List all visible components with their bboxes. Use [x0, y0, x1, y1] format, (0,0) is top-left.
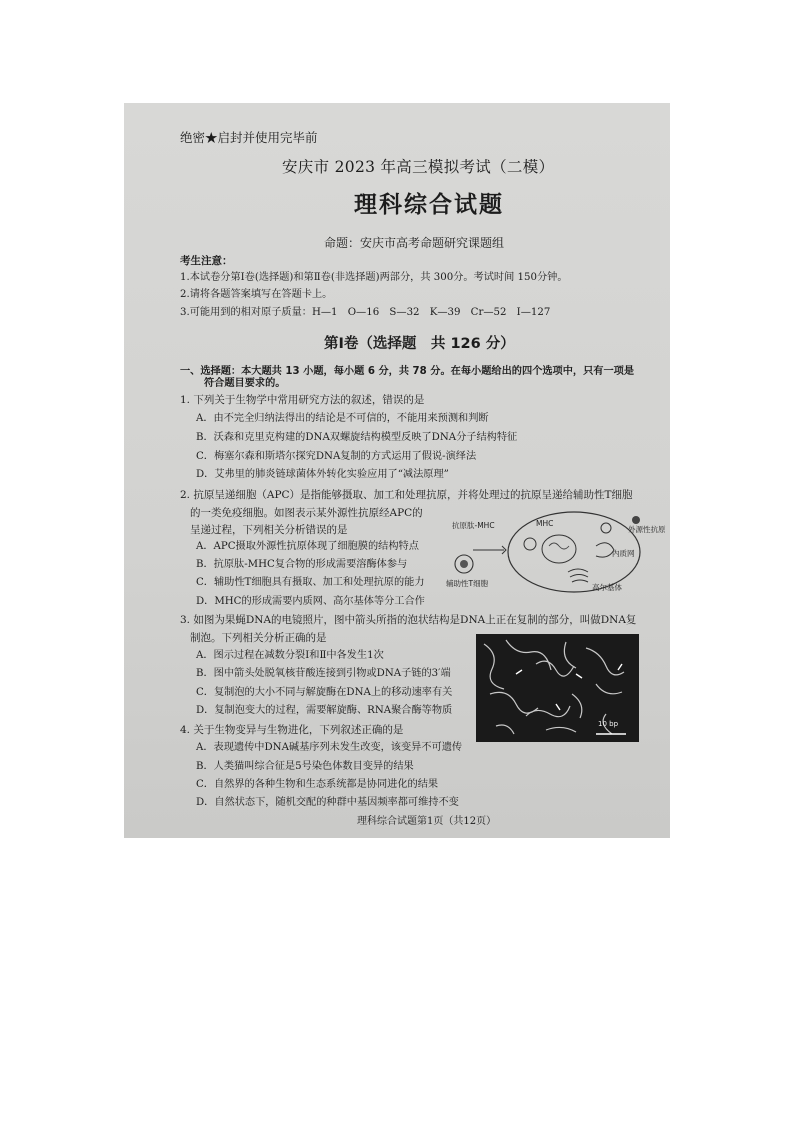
- option: A．由不完全归纳法得出的结论是不可信的，不能用来预测和判断: [196, 413, 489, 424]
- th-cell-nucleus: [460, 560, 468, 568]
- notice-item: 1.本试卷分第Ⅰ卷(选择题)和第Ⅱ卷(非选择题)两部分，共 300分。考试时间 150分钟。: [180, 272, 568, 283]
- section-heading: 一、选择题：本大题共 13 小题，每小题 6 分，共 78 分。在每小题给出的四个选项中，只有一项是: [180, 366, 635, 377]
- exam-title: 安庆市 2023 年高三模拟考试（二模）: [282, 158, 555, 176]
- vesicle: [524, 538, 536, 550]
- option: D．复制泡变大的过程，需要解旋酶、RNA聚合酶等物质: [196, 705, 453, 716]
- question-stem: 1. 下列关于生物学中常用研究方法的叙述，错误的是: [180, 394, 425, 406]
- option: D．自然状态下，随机交配的种群中基因频率都可维持不变: [196, 797, 459, 808]
- notice-item: 3.可能用到的相对原子质量：H—1 O—16 S—32 K—39 Cr—52 I—127: [180, 307, 551, 318]
- option: B．抗原肽-MHC复合物的形成需要溶酶体参与: [196, 559, 408, 570]
- label-golgi: 高尔基体: [592, 583, 622, 592]
- nucleus: [542, 535, 576, 563]
- option: B．人类猫叫综合征是5号染色体数目变异的结果: [196, 761, 414, 772]
- option: A．表现遗传中DNA碱基序列未发生改变，该变异不可遗传: [196, 742, 463, 753]
- option: B．沃森和克里克构建的DNA双螺旋结构模型反映了DNA分子结构特征: [196, 432, 518, 443]
- label-er: 内质网: [612, 549, 635, 558]
- label-antigen-mhc: 抗原肽-MHC: [452, 521, 495, 530]
- section-heading: 符合题目要求的。: [204, 378, 286, 389]
- question-stem: 2. 抗原呈递细胞（APC）是指能够摄取、加工和处理抗原，并将处理过的抗原呈递给辅助性T细胞: [180, 489, 633, 501]
- label-exogenous-antigen: 外源性抗原: [628, 525, 666, 534]
- page-footer: 理科综合试题第1页（共12页）: [357, 816, 497, 827]
- option: C．梅塞尔森和斯塔尔探究DNA复制的方式运用了假说-演绎法: [196, 451, 477, 462]
- question-stem: 3. 如图为果蝇DNA的电镜照片，图中箭头所指的泡状结构是DNA上正在复制的部分，叫做DNA复: [180, 614, 637, 626]
- label-th-cell: 辅助性T细胞: [446, 579, 489, 588]
- option: D．艾弗里的肺炎链球菌体外转化实验应用了“减法原理”: [196, 469, 449, 480]
- exam-paper-photo: [124, 103, 670, 838]
- author-line: 命题：安庆市高考命题研究课题组: [324, 236, 505, 250]
- exogenous-antigen-particle: [632, 516, 640, 524]
- scale-bar-label: 10 bp: [598, 720, 619, 728]
- option: C．辅助性T细胞具有摄取、加工和处理抗原的能力: [196, 577, 425, 588]
- option: C．自然界的各种生物和生态系统都是协同进化的结果: [196, 779, 439, 790]
- option: B．图中箭头处脱氧核苷酸连接到引物或DNA子链的3′端: [196, 668, 451, 679]
- vesicle: [601, 523, 611, 533]
- label-mhc: MHC: [536, 519, 554, 528]
- notice-item: 2.请将各题答案填写在答题卡上。: [180, 289, 333, 300]
- question-stem: 制泡。下列相关分析正确的是: [190, 632, 327, 644]
- question-stem: 4. 关于生物变异与生物进化，下列叙述正确的是: [180, 724, 404, 736]
- apc-diagram: [446, 506, 670, 596]
- option: A．图示过程在减数分裂Ⅰ和Ⅱ中各发生1次: [196, 650, 384, 661]
- option: C．复制泡的大小不同与解旋酶在DNA上的移动速率有关: [196, 687, 453, 698]
- question-stem: 呈递过程，下列相关分析错误的是: [190, 524, 348, 536]
- part1-title: 第Ⅰ卷（选择题 共 126 分）: [324, 336, 515, 352]
- subject-title: 理科综合试题: [354, 192, 504, 218]
- confidential-mark: 绝密★启封并使用完毕前: [180, 130, 318, 145]
- option: A．APC摄取外源性抗原体现了细胞膜的结构特点: [196, 541, 419, 552]
- notice-title: 考生注意：: [180, 255, 233, 267]
- option: D．MHC的形成需要内质网、高尔基体等分工合作: [196, 596, 425, 607]
- dna-micrograph: [476, 634, 639, 742]
- golgi-shape: [568, 569, 588, 582]
- question-stem: 的一类免疫细胞。如图表示某外源性抗原经APC的: [190, 507, 423, 519]
